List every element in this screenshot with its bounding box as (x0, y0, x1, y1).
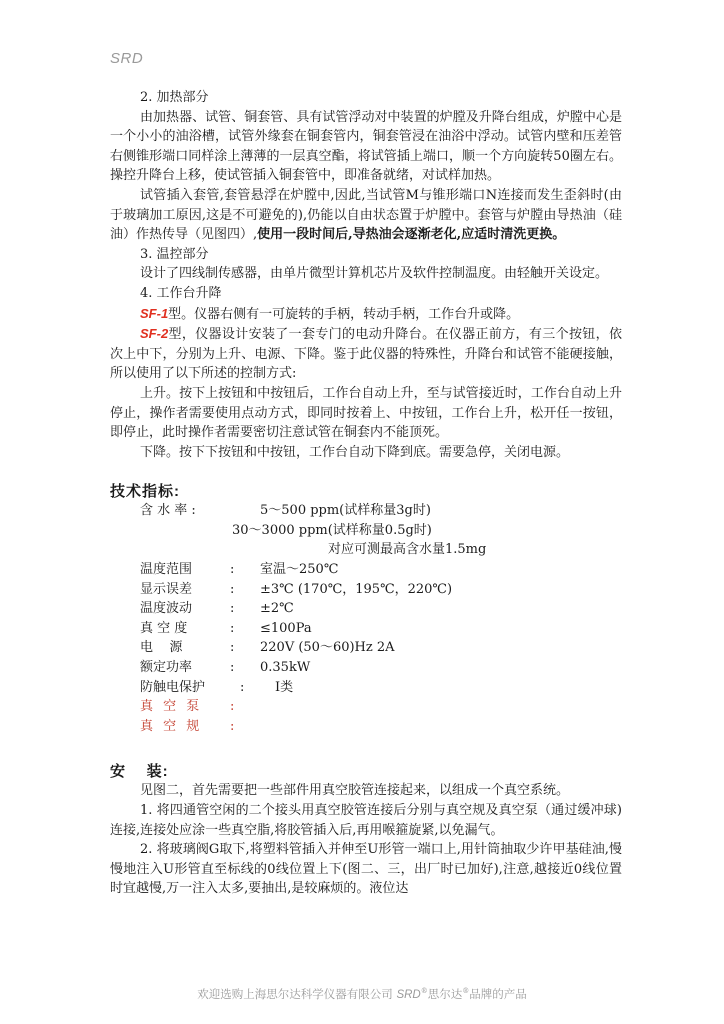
temp-control-paragraph: 设计了四线制传感器，由单片微型计算机芯片及软件控制温度。由轻触开关设定。 (140, 266, 609, 282)
section-heading-heating: 2. 加热部分 (140, 90, 209, 105)
footer-text-after: 品牌的产品 (469, 987, 527, 1001)
install-step-2: 2. 将玻璃阀G取下,将塑料管插入并伸至U形管一端口上,用针筒抽取少许甲基硅油,慢慢地注入U形管直至标线的0线位置上下(图二、三，出厂时已加好),注意,越接近0线位置时宜越慢,万一注入太多,要抽出,是较麻烦的。液位达 (110, 842, 622, 897)
spec-label: 温度范围 (140, 562, 193, 578)
spec-label: 真 空 度 (140, 620, 188, 636)
lift-down-paragraph: 下降。按下下按钮和中按钮，工作台自动下降到底。需要急停，关闭电源。 (140, 444, 570, 460)
footer-reg-mark-2: ® (462, 987, 470, 996)
footer-brand-cn: 思尔达 (427, 987, 463, 1001)
spec-label: 温度波动 (140, 601, 193, 617)
sf1-text: 型。仪器右侧有一可旋转的手柄，转动手柄，工作台升或降。 (168, 306, 520, 322)
spec-label-gauge: 真 空 规 (140, 718, 203, 734)
spec-colon-pump: : (230, 699, 235, 715)
spec-label: 电 源 (140, 640, 183, 656)
spec-colon: : (240, 679, 245, 695)
spec-value-moisture-3: 对应可测最高含水量1.5mg (328, 542, 487, 558)
spec-value: 室温～250℃ (260, 562, 339, 578)
spec-row (110, 638, 622, 658)
install-step-1: 1. 将四通管空闲的二个接头用真空胶管连接后分别与真空规及真空泵（通过缓冲球)连接,连接处应涂一些真空脂,将胶管插入后,再用喉箍旋紧,以免漏气。 (110, 803, 622, 838)
spec-colon: : (230, 620, 235, 636)
footer-reg-mark-1: ® (420, 987, 428, 996)
spec-value: ≤100Pa (260, 620, 312, 636)
install-heading: 安 装: (110, 763, 169, 781)
spec-label: 显示误差 (140, 581, 193, 597)
specs-table (110, 501, 622, 736)
sf2-model-label: SF-2 (140, 326, 169, 342)
spec-colon: : (230, 640, 235, 656)
spec-label-moisture: 含 水 率 : (140, 503, 196, 519)
footer-text-before: 欢迎选购上海思尔达科学仪器有限公司 (197, 987, 397, 1001)
section-heading-lift: 4. 工作台升降 (140, 285, 222, 301)
sf1-paragraph (110, 304, 622, 325)
spec-row-moisture-3 (110, 540, 622, 560)
spec-row (110, 658, 622, 678)
page-footer (0, 986, 724, 1002)
spec-colon: : (230, 660, 235, 676)
spec-colon: : (230, 562, 235, 578)
spec-label-pump: 真 空 泵 (140, 699, 203, 715)
spec-row-pump (110, 697, 622, 717)
sf1-model-label: SF-1 (140, 305, 169, 321)
spec-value: ±2℃ (260, 601, 294, 617)
sf2-paragraph (110, 324, 622, 384)
heating-paragraph-2-warning: 使用一段时间后,导热油会逐渐老化,应适时清洗更换。 (257, 227, 566, 243)
spec-value: I类 (275, 679, 294, 695)
sf2-text: 型，仪器设计安装了一套专门的电动升降台。在仪器正前方，有三个按钮，依次上中下，分别为上升、电源、下降。鉴于此仪器的特殊性，升降台和试管不能硬接触，所以使用了以下所述的控制方式: (110, 327, 622, 382)
spec-value: 220V (50～60)Hz 2A (260, 640, 395, 656)
heating-paragraph-2-text: 试管插入套管,套管悬浮在炉膛中,因此,当试管M与锥形端口N连接而发生歪斜时(由于玻璃加工原因,这是不可避免的),仍能以自由状态置于炉膛中。套管与炉膛由导热油（硅油）作热传导（见图四）, (110, 187, 622, 243)
spec-value-moisture-1: 5～500 ppm(试样称量3g时) (260, 503, 431, 519)
spec-colon: : (230, 581, 235, 597)
spec-colon-gauge: : (230, 718, 235, 734)
spec-value: 0.35kW (260, 660, 311, 676)
spec-row (110, 560, 622, 580)
spec-row (110, 619, 622, 639)
install-intro: 见图二，首先需要把一些部件用真空胶管连接起来，以组成一个真空系统。 (140, 783, 570, 799)
spec-rows (110, 560, 622, 697)
section-heading-temp-control: 3. 温控部分 (140, 246, 209, 262)
spec-row (110, 599, 622, 619)
specs-heading: 技术指标: (110, 483, 180, 501)
spec-value-moisture-2: 30～3000 ppm(试样称量0.5g时) (232, 522, 432, 538)
footer-brand-srd: SRD (396, 989, 421, 1001)
spec-row-gauge (110, 717, 622, 737)
spec-colon: : (230, 601, 235, 617)
spec-row-moisture (110, 501, 622, 521)
spec-row (110, 678, 622, 698)
srd-logo: SRD (110, 50, 144, 67)
document-body (110, 88, 622, 899)
spec-row (110, 580, 622, 600)
heating-paragraph-1: 由加热器、试管、铜套管、具有试管浮动对中装置的炉膛及升降台组成，炉膛中心是一个小小的油浴槽，试管外缘套在铜套管内，铜套管浸在油浴中浮动。试管内壁和压差管右侧锥形端口同样涂上薄薄的一层真空酯，将试管插上端口，顺一个方向旋转50圈左右。操控升降台上移，使试管插入铜套管中，即准备就绪，对试样加热。 (110, 109, 622, 184)
lift-up-paragraph: 上升。按下上按钮和中按钮后，工作台自动上升，至与试管接近时，工作台自动上升停止，操作者需要使用点动方式，即同时按着上、中按钮，工作台上升，松开任一按钮，即停止，此时操作者需要密切注意试管在铜套内不能顶死。 (110, 385, 622, 441)
spec-label: 防触电保护 (140, 679, 206, 695)
spec-row-moisture-2 (110, 521, 622, 541)
spec-label: 额定功率 (140, 660, 193, 676)
spec-value: ±3℃ (170℃，195℃，220℃) (260, 581, 453, 597)
heating-paragraph-2 (110, 186, 622, 245)
